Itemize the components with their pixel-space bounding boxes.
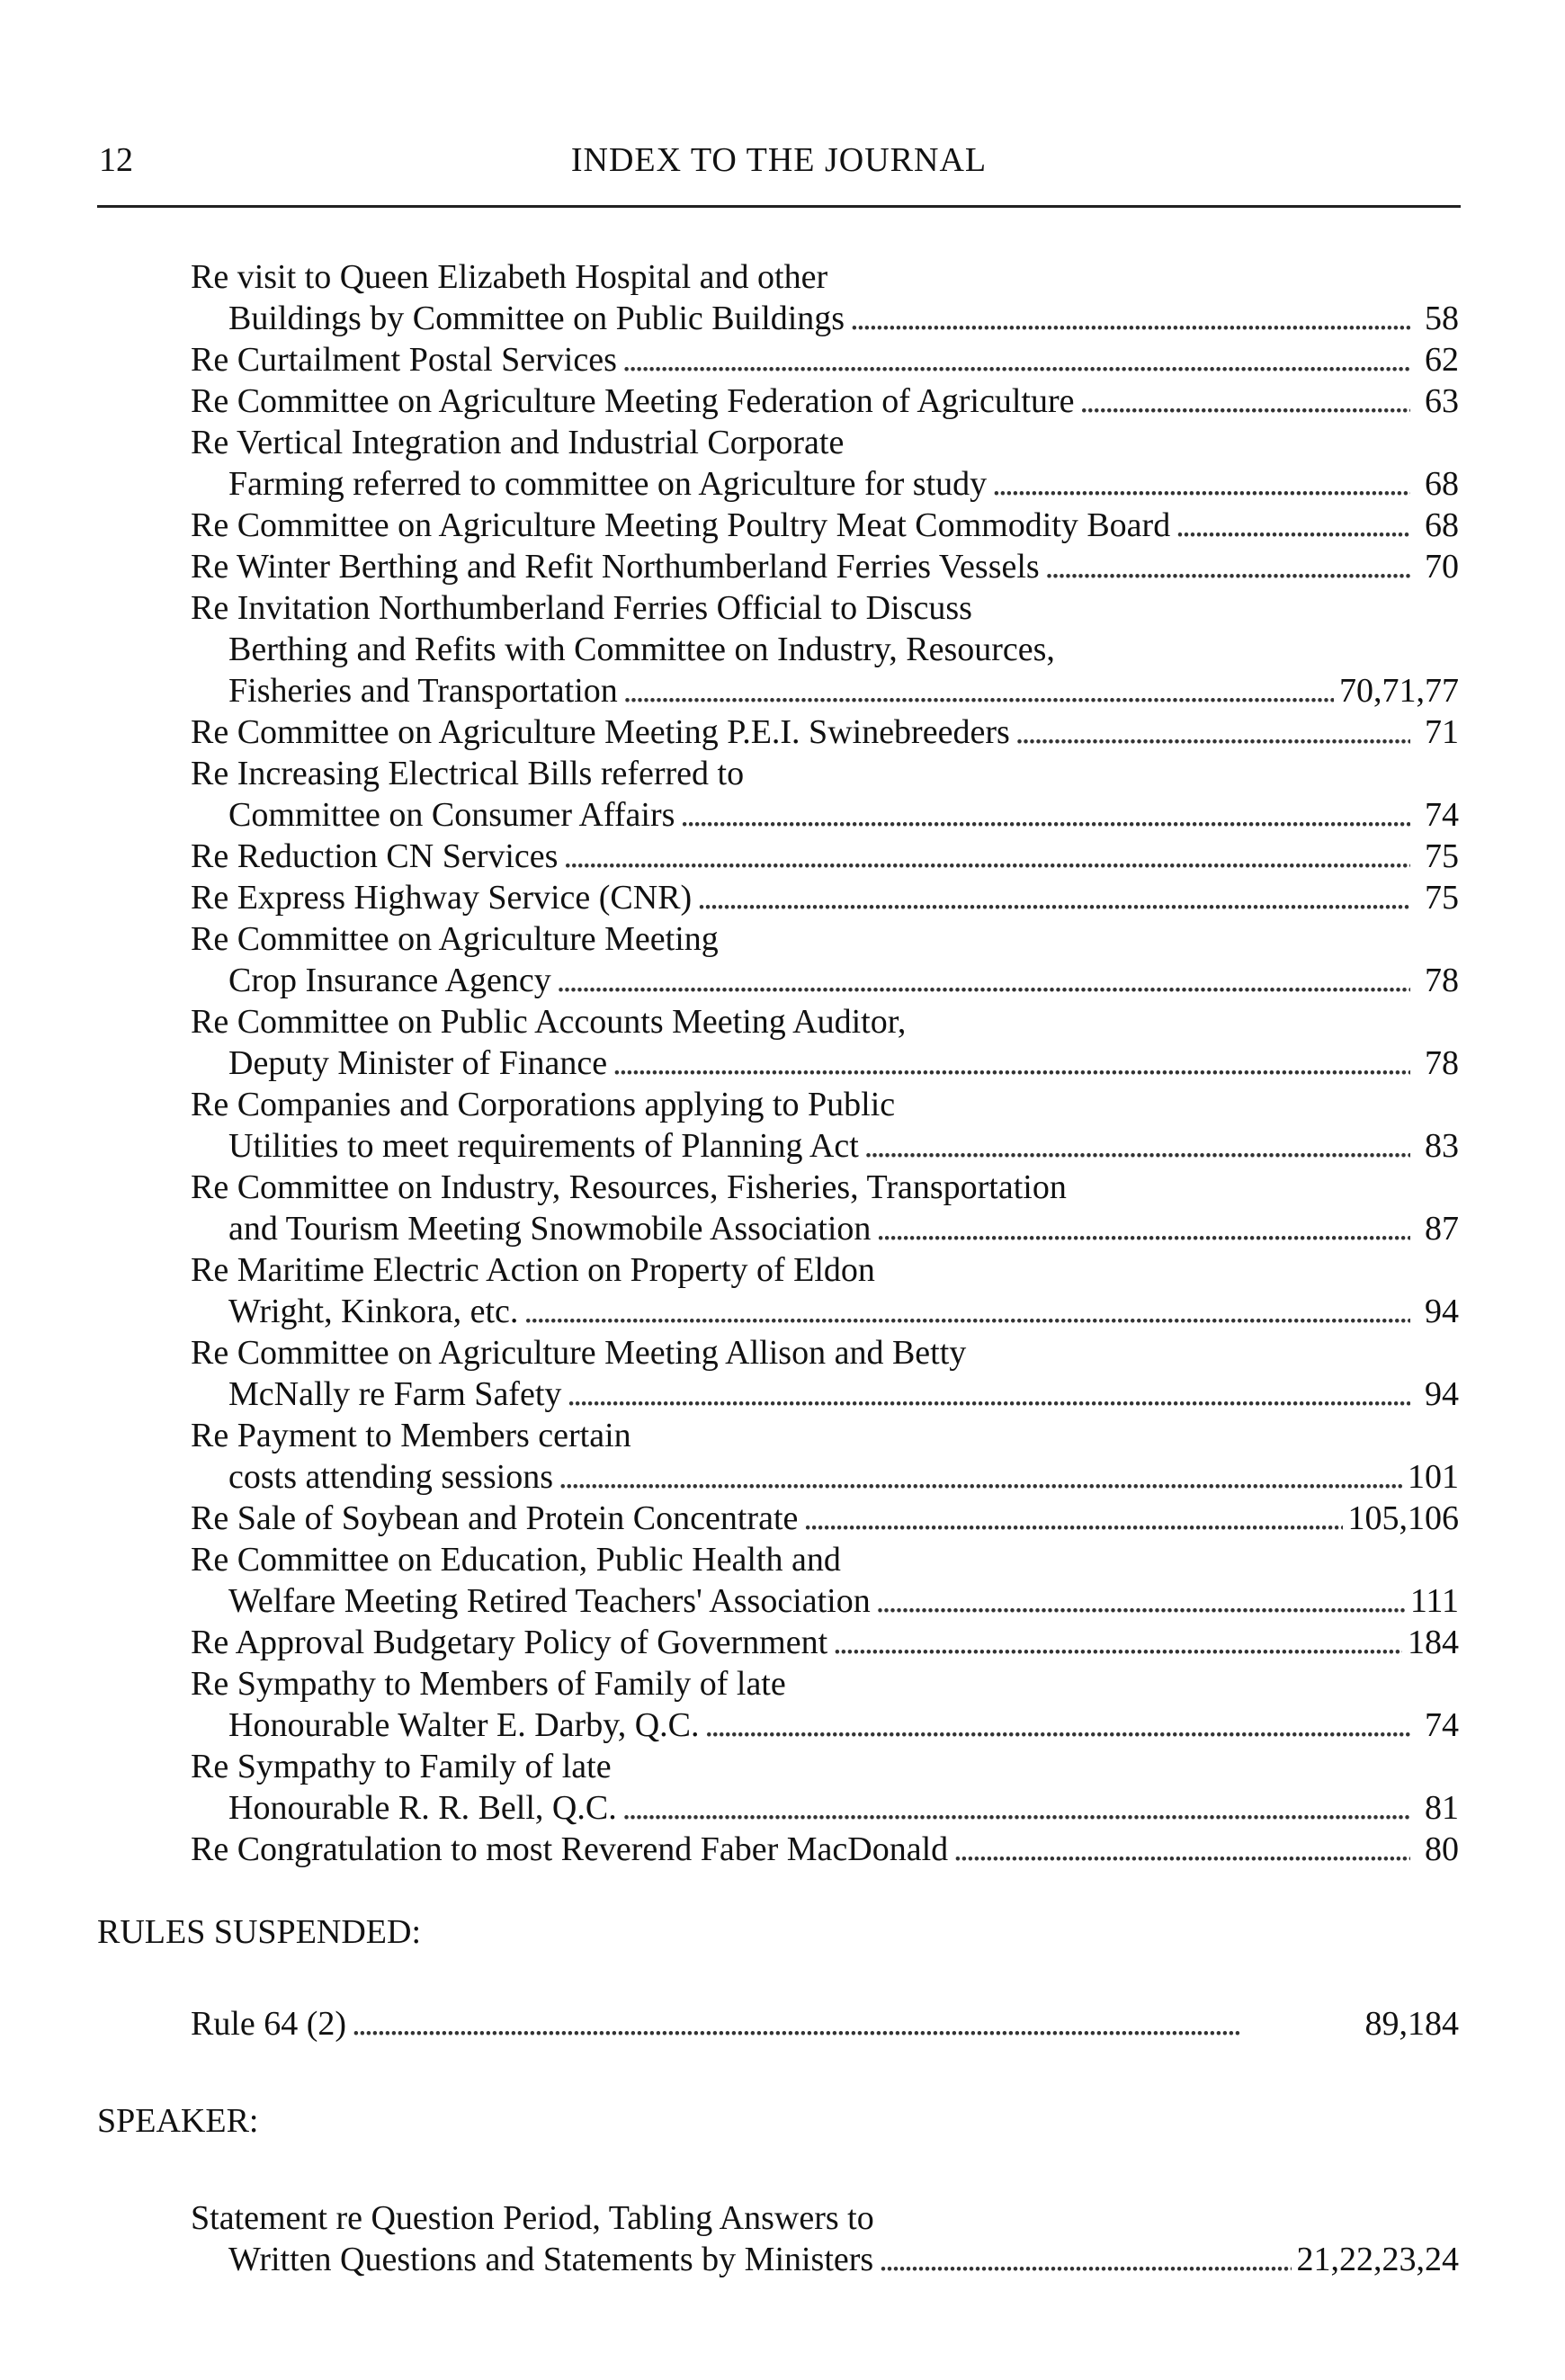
index-entry	[191, 1001, 1459, 1084]
index-entry	[191, 256, 1459, 339]
index-entry	[191, 711, 1459, 753]
entry-line-with-page	[228, 670, 1459, 711]
entry-text: Re Committee on Agriculture Meeting Federation of Agriculture	[191, 382, 1075, 420]
page-reference: 21,22,23,24	[1296, 2241, 1459, 2278]
entry-line-with-page	[228, 463, 1459, 505]
page-reference: 63	[1425, 382, 1459, 420]
entry-line-with-page	[228, 1042, 1459, 1084]
index-entry	[191, 380, 1459, 422]
entry-text: Re Committee on Agriculture Meeting P.E.I. Swinebreeders	[191, 713, 1010, 751]
dot-leader	[992, 463, 1410, 505]
entry-line-with-page	[191, 505, 1459, 546]
index-entry	[191, 422, 1459, 505]
page-reference: 74	[1425, 796, 1459, 834]
entry-line-with-page	[191, 380, 1459, 422]
index-entry	[191, 587, 1459, 711]
entry-text: Buildings by Committee on Public Buildings	[228, 300, 845, 337]
page-reference: 81	[1425, 1789, 1459, 1827]
entry-line-with-page	[228, 1291, 1459, 1332]
index-entry	[191, 1249, 1459, 1332]
index-entry	[191, 1622, 1459, 1663]
entry-line	[191, 918, 1459, 960]
index-entry	[191, 1539, 1459, 1622]
page-reference: 184	[1408, 1624, 1459, 1661]
dot-leader	[833, 1622, 1402, 1663]
entry-text: Re Sale of Soybean and Protein Concentrate	[191, 1499, 799, 1537]
entry-line-with-page	[191, 1622, 1459, 1663]
entry-text: Re Sympathy to Members of Family of late	[191, 1665, 786, 1703]
index-entry	[191, 753, 1459, 836]
dot-leader	[864, 1125, 1410, 1167]
dot-leader	[876, 1580, 1405, 1622]
entry-text: Farming referred to committee on Agriculture for study	[228, 465, 988, 503]
entry-line-with-page	[228, 1787, 1459, 1829]
entry-line-with-page	[228, 298, 1459, 339]
entry-line-with-page	[191, 1829, 1459, 1870]
page-reference: 62	[1425, 341, 1459, 379]
dot-leader	[567, 1373, 1410, 1415]
page-reference: 78	[1425, 1044, 1459, 1082]
entry-line	[191, 1415, 1459, 1456]
entry-text: Re Committee on Agriculture Meeting Poultry Meat Commodity Board	[191, 506, 1171, 544]
dot-leader	[1045, 546, 1410, 587]
index-entry	[191, 546, 1459, 587]
dot-leader	[613, 1042, 1410, 1084]
entry-line	[191, 1663, 1459, 1704]
index-entry	[191, 1332, 1459, 1415]
entry-text: Re Congratulation to most Reverend Faber MacDonald	[191, 1830, 949, 1868]
index-entry	[191, 505, 1459, 546]
entry-text: Re Increasing Electrical Bills referred to	[191, 755, 745, 792]
entry-text: Statement re Question Period, Tabling Answers to	[191, 2199, 874, 2237]
page-reference: 87	[1425, 1210, 1459, 1248]
index-entry	[191, 1663, 1459, 1746]
entry-text: Re Invitation Northumberland Ferries Official to Discuss	[191, 589, 972, 627]
entry-line	[191, 587, 1459, 629]
page-reference: 68	[1425, 465, 1459, 503]
entry-text: Re Winter Berthing and Refit Northumberland Ferries Vessels	[191, 548, 1040, 586]
entry-line-with-page	[228, 1456, 1459, 1498]
page-reference: 75	[1425, 837, 1459, 875]
entry-line	[191, 1539, 1459, 1580]
entry-line-with-page	[228, 1208, 1459, 1249]
entry-line	[191, 256, 1459, 298]
dot-leader	[623, 670, 1334, 711]
entry-text: Re Maritime Electric Action on Property of Eldon	[191, 1251, 875, 1289]
dot-leader	[876, 1208, 1410, 1249]
index-entries	[191, 256, 1459, 1870]
page-reference: 80	[1425, 1830, 1459, 1868]
dot-leader	[1176, 505, 1410, 546]
entry-line-with-page	[228, 1373, 1459, 1415]
entry-text: Re Express Highway Service (CNR)	[191, 879, 693, 917]
entry-text: Re Payment to Members certain	[191, 1417, 631, 1454]
entry-text: Re Committee on Agriculture Meeting	[191, 920, 719, 958]
entry-text: Welfare Meeting Retired Teachers' Association	[228, 1582, 871, 1620]
dot-leader	[680, 794, 1410, 836]
entry-text: Wright, Kinkora, etc.	[228, 1293, 519, 1330]
rules-suspended-entries	[191, 2003, 1459, 2044]
page-reference: 75	[1425, 879, 1459, 917]
entry-text: Re Companies and Corporations applying to Public	[191, 1086, 896, 1123]
entry-text: Fisheries and Transportation	[228, 672, 618, 710]
page-header	[97, 135, 1461, 208]
dot-leader	[563, 836, 1410, 877]
entry-line	[191, 1249, 1459, 1291]
entry-text: Re Committee on Agriculture Meeting Allison and Betty	[191, 1334, 967, 1372]
entry-text: Re Sympathy to Family of late	[191, 1748, 612, 1785]
section-heading-rules-suspended: RULES SUSPENDED:	[97, 1913, 421, 1951]
dot-leader	[953, 1829, 1410, 1870]
entry-line-with-page	[191, 339, 1459, 380]
dot-leader	[1015, 711, 1410, 753]
entry-text: McNally re Farm Safety	[228, 1375, 562, 1413]
entry-line-with-page	[228, 1704, 1459, 1746]
page-reference: 78	[1425, 962, 1459, 999]
entry-line-with-page	[191, 836, 1459, 877]
entry-line	[191, 1746, 1459, 1787]
page-reference: 70	[1425, 548, 1459, 586]
page-reference: 71	[1425, 713, 1459, 751]
entry-text: Deputy Minister of Finance	[228, 1044, 608, 1082]
dot-leader	[523, 1291, 1410, 1332]
page-reference: 94	[1425, 1293, 1459, 1330]
index-entry	[191, 2197, 1459, 2280]
entry-line-with-page	[191, 711, 1459, 753]
entry-text: costs attending sessions	[228, 1458, 553, 1496]
entry-text: Re Approval Budgetary Policy of Government	[191, 1624, 828, 1661]
page-reference: 70,71,77	[1339, 672, 1459, 710]
entry-line	[191, 753, 1459, 794]
index-entry	[191, 1498, 1459, 1539]
entry-text: Rule 64 (2)	[191, 2005, 347, 2043]
speaker-entries	[191, 2197, 1459, 2280]
index-entry	[191, 1084, 1459, 1167]
entry-line-with-page	[191, 546, 1459, 587]
dot-leader	[1080, 380, 1411, 422]
entry-line	[191, 1167, 1459, 1208]
entry-line	[191, 1332, 1459, 1373]
entry-text: Re Committee on Industry, Resources, Fisheries, Transportation	[191, 1168, 1067, 1206]
entry-line	[191, 2197, 1459, 2239]
entry-line-with-page	[228, 1580, 1459, 1622]
dot-leader	[352, 2003, 1359, 2044]
entry-text: Re Curtailment Postal Services	[191, 341, 617, 379]
index-entry	[191, 836, 1459, 877]
entry-text: Honourable R. R. Bell, Q.C.	[228, 1789, 617, 1827]
entry-text: Re Committee on Public Accounts Meeting Auditor,	[191, 1003, 907, 1041]
page-reference: 83	[1425, 1127, 1459, 1165]
dot-leader	[559, 1456, 1402, 1498]
index-entry	[191, 339, 1459, 380]
page-reference: 74	[1425, 1706, 1459, 1744]
entry-text: Committee on Consumer Affairs	[228, 796, 675, 834]
entry-text: Crop Insurance Agency	[228, 962, 551, 999]
dot-leader	[557, 960, 1410, 1001]
index-entry	[191, 1746, 1459, 1829]
entry-line	[191, 1084, 1459, 1125]
index-entry	[191, 1167, 1459, 1249]
dot-leader	[850, 298, 1410, 339]
dot-leader	[622, 1787, 1410, 1829]
entry-line-with-page	[228, 1125, 1459, 1167]
entry-text: Re Reduction CN Services	[191, 837, 559, 875]
entry-line	[228, 629, 1459, 670]
dot-leader	[879, 2239, 1291, 2280]
entry-line	[191, 422, 1459, 463]
entry-text: Re Committee on Education, Public Health and	[191, 1541, 841, 1579]
entry-line-with-page	[191, 877, 1459, 918]
page-reference: 94	[1425, 1375, 1459, 1413]
page-reference: 101	[1408, 1458, 1459, 1496]
entry-line-with-page	[228, 794, 1459, 836]
page-reference: 68	[1425, 506, 1459, 544]
section-heading-speaker: SPEAKER:	[97, 2102, 259, 2140]
page-reference: 105,106	[1347, 1499, 1459, 1537]
dot-leader	[705, 1704, 1410, 1746]
entry-text: Honourable Walter E. Darby, Q.C.	[228, 1706, 700, 1744]
entry-text: Written Questions and Statements by Ministers	[228, 2241, 874, 2278]
entry-text: Re Vertical Integration and Industrial Corporate	[191, 424, 845, 461]
index-entry	[191, 1415, 1459, 1498]
entry-text: Berthing and Refits with Committee on Industry, Resources,	[228, 631, 1055, 668]
entry-line-with-page	[191, 1498, 1459, 1539]
entry-text: Utilities to meet requirements of Planning Act	[228, 1127, 859, 1165]
page-reference: 89,184	[1364, 2005, 1459, 2043]
index-content	[97, 256, 1464, 2280]
dot-leader	[803, 1498, 1342, 1539]
index-entry	[191, 918, 1459, 1001]
entry-text: Re visit to Queen Elizabeth Hospital and other	[191, 258, 828, 296]
page-reference: 58	[1425, 300, 1459, 337]
page-number: 12	[99, 141, 133, 179]
entry-line-with-page	[191, 2003, 1459, 2044]
running-title: INDEX TO THE JOURNAL	[570, 141, 988, 179]
dot-leader	[622, 339, 1410, 380]
entry-line-with-page	[228, 960, 1459, 1001]
index-entry	[191, 877, 1459, 918]
entry-line-with-page	[228, 2239, 1459, 2280]
index-entry	[191, 1829, 1459, 1870]
page-reference: 111	[1409, 1582, 1459, 1620]
entry-line	[191, 1001, 1459, 1042]
entry-text: and Tourism Meeting Snowmobile Association	[228, 1210, 872, 1248]
index-entry	[191, 2003, 1459, 2044]
dot-leader	[697, 877, 1410, 918]
